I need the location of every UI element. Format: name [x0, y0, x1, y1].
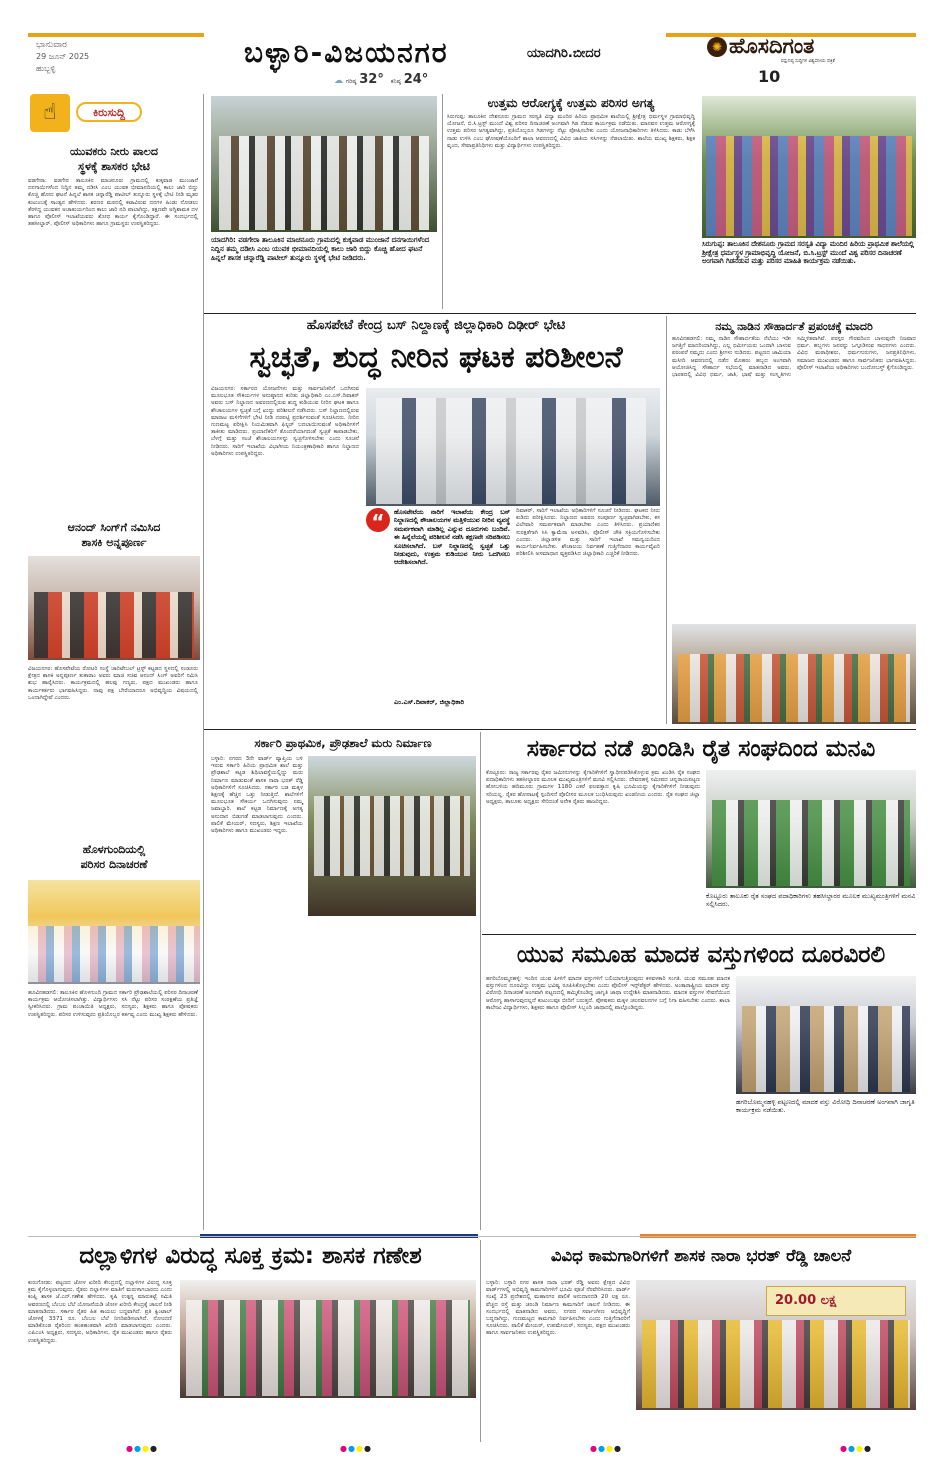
column-divider-5: [480, 1240, 481, 1442]
harmony-story-title: ನಮ್ಮ ನಾಡಿನ ಸೌಹಾರ್ದತೆ ಪ್ರಪಂಚಕ್ಕೆ ಮಾದರಿ: [715, 320, 873, 333]
column-divider-3: [666, 316, 667, 724]
registration-marks-3: ●●●●: [590, 1444, 622, 1453]
middlemen-story-body-cont: [180, 1402, 476, 1440]
masthead-date: 29 ಜೂನ್ 2025: [36, 52, 90, 61]
bus-story-kicker: ಹೊಸಪೇಟೆ ಕೇಂದ್ರ ಬಸ್ ನಿಲ್ದಾಣಕ್ಕೆ ಜಿಲ್ಲಾಧಿಕಾರಿ ದಿಢೀರ್ ಭೇಟಿ: [306, 318, 566, 333]
middlemen-story-body: ಕುರುಗೋಡು: ಪಟ್ಟಣದ ಜೋಳ ಖರೀದಿ ಕೇಂದ್ರದಲ್ಲಿ ದಲ್ಲಾಳಿಗಳ ವಿರುದ್ಧ ಸೂಕ್ತ ಕ್ರಮ ಕೈಗೊಳ್ಳಲಾಗುವುದು, ರೈತರು ದಲ್ಲಾಳಿಗಳ ಮಾತಿಗೆ ಮರುಳಾಗಬಾರದು ಎಂದು ಕಂಪ್ಲಿ ಶಾಸಕ ಜೆ.ಎನ್.ಗಣೇಶ ಹೇಳಿದರು. ಕೃಷಿ ಉತ್ಪನ್ನ ಮಾರುಕಟ್ಟೆ ಸಮಿತಿ ಆವರಣದಲ್ಲಿ ಬೆಂಬಲ ಬೆಲೆ ಯೋಜನೆಯಡಿ ಜೋಳ ಖರೀದಿ ಕೇಂದ್ರಕ್ಕೆ ಚಾಲನೆ ನೀಡಿ ಮಾತನಾಡಿದರು. ಸರ್ಕಾರ ರೈತರ ಹಿತ ಕಾಯಲು ಬದ್ಧವಾಗಿದೆ. ಪ್ರತಿ ಕ್ವಿಂಟಾಲ್ ಜೋಳಕ್ಕೆ 3371 ರೂ. ಬೆಂಬಲ ಬೆಲೆ ನಿಗದಿಪಡಿಸಲಾಗಿದೆ. ನೋಂದಣಿ ಮಾಡಿಕೊಂಡ ರೈತರಿಂದ ಹಂತಹಂತವಾಗಿ ಖರೀದಿ ಮಾಡಲಾಗುವುದು ಎಂದರು. ಎಪಿಎಂಸಿ ಅಧ್ಯಕ್ಷರು, ಸದಸ್ಯರು, ಅಧಿಕಾರಿಗಳು, ರೈತ ಮುಖಂಡರು ಹಾಗೂ ರೈತರು ಉಪಸ್ಥಿತರಿದ್ದರು.: [28, 1280, 174, 1344]
masthead-city: ಹುಬ್ಬಳ್ಳಿ: [36, 64, 56, 73]
cloud-icon: ☁: [334, 76, 343, 86]
brand-name: ಹೊಸದಿಗಂತ: [729, 34, 815, 58]
bus-story-photo: [366, 388, 660, 506]
farmers-story-body: ಕೊಟ್ಟೂರು: ರಾಜ್ಯ ಸರ್ಕಾರವು ರೈತರ ಜಮೀನುಗಳನ್ನು ಕೈಗಾರಿಕೆಗಳಿಗೆ ಸ್ವಾಧೀನಪಡಿಸಿಕೊಳ್ಳುವ ಕ್ರಮ ಖಂಡಿಸಿ ರೈತ ಸಂಘದ ಪದಾಧಿಕಾರಿಗಳು ತಹಸೀಲ್ದಾರರ ಮೂಲಕ ಮುಖ್ಯಮಂತ್ರಿಗಳಿಗೆ ಮನವಿ ಸಲ್ಲಿಸಿದರು. ದೇವನಹಳ್ಳಿ ಸಮೀಪದ ಚನ್ನರಾಯಪಟ್ಟಣ ಹೋಬಳಿಯ ಹದಿಮೂರು ಗ್ರಾಮಗಳ 1180 ಎಕರೆ ಫಲವತ್ತಾದ ಕೃಷಿ ಭೂಮಿಯನ್ನು ಕೈಗಾರಿಕೆಗಳಿಗೆ ನೀಡುವುದು ಸರಿಯಲ್ಲ. ರೈತರ ಹೋರಾಟಕ್ಕೆ ಸ್ಪಂದಿಸದೆ ಪೊಲೀಸರ ಮೂಲಕ ಬಂಧಿಸಿರುವುದು ಖಂಡನೀಯ ಎಂದರು. ರೈತ ಸಂಘದ ಜಿಲ್ಲಾ ಅಧ್ಯಕ್ಷರು, ತಾಲೂಕು ಅಧ್ಯಕ್ಷರು ಸೇರಿದಂತೆ ಅನೇಕ ರೈತರು ಹಾಜರಿದ್ದರು.: [486, 770, 702, 805]
works-story-body: ಬಳ್ಳಾರಿ: ಬಳ್ಳಾರಿ ನಗರ ಶಾಸಕ ನಾರಾ ಭರತ್ ರೆಡ್ಡಿ ಅವರು ಕ್ಷೇತ್ರದ ವಿವಿಧ ವಾರ್ಡ್‌ಗಳಲ್ಲಿ ಅಭಿವೃದ್ಧಿ ಕಾಮಗಾರಿಗಳಿಗೆ ಭೂಮಿ ಪೂಜೆ ನೆರವೇರಿಸಿದರು. ವಾರ್ಡ್ ಸಂಖ್ಯೆ 23 ಪ್ರದೇಶದಲ್ಲಿ ಮಹಾನಗರ ಪಾಲಿಕೆ ಅನುದಾನದಡಿ 20 ಲಕ್ಷ ರೂ. ವೆಚ್ಚದ ರಸ್ತೆ ಮತ್ತು ಚರಂಡಿ ನಿರ್ಮಾಣ ಕಾಮಗಾರಿಗೆ ಚಾಲನೆ ನೀಡಿದರು. ಈ ಸಂದರ್ಭದಲ್ಲಿ ಮಾತನಾಡಿದ ಅವರು, ನಗರದ ಸರ್ವಾಂಗೀಣ ಅಭಿವೃದ್ಧಿಗೆ ಬದ್ಧನಾಗಿದ್ದು, ಗುಣಮಟ್ಟದ ಕಾಮಗಾರಿ ನಿರ್ವಹಿಸಬೇಕು ಎಂದು ಗುತ್ತಿಗೆದಾರರಿಗೆ ಸೂಚಿಸಿದರು. ಪಾಲಿಕೆ ಮೇಯರ್, ಉಪಮೇಯರ್, ಸದಸ್ಯರು, ಪಕ್ಷದ ಮುಖಂಡರು ಹಾಗೂ ಸಾರ್ವಜನಿಕರು ಉಪಸ್ಥಿತರಿದ್ದರು.: [486, 1280, 632, 1337]
story1-title: ಯುವಕರು ನೀರು ಪಾಲದ ಸ್ಥಳಕ್ಕೆ ಶಾಸಕರ ಭೇಟಿ: [69, 145, 159, 173]
masthead-day: ಭಾನುವಾರ: [36, 40, 67, 50]
health-story-caption: ಸಿರುಗುಪ್ಪ: ತಾಲೂಕಿನ ದೇಶನೂರು ಗ್ರಾಮದ ಸರಸ್ವತಿ ವಿದ್ಯಾ ಮಂದಿರ ಹಿರಿಯ ಪ್ರಾಥಮಿಕ ಶಾಲೆಯಲ್ಲಿ ಶ್ರೀಕ್ಷೇತ್ರ ಧರ್ಮಸ್ಥಳ ಗ್ರಾಮಾಭಿವೃದ್ಧಿ ಯೋಜನೆ, ಬಿ.ಸಿ.ಟ್ರಸ್ಟ್ ಮುಂದೆ ವಿಶ್ವ ಪರಿಸರ ದಿನಾಚರಣೆ ಅಂಗವಾಗಿ ಗಿಡನೆಡುವ ಮತ್ತು ಪರಿಸರ ಮಾಹಿತಿ ಕಾರ್ಯಕ್ರಮ ನಡೆಯಿತು.: [702, 240, 914, 266]
temp-max: 32°: [359, 72, 384, 87]
page-number: 10: [758, 67, 781, 86]
harmony-story-body: ಹೂವಿನಹಡಗಲಿ: ನಮ್ಮ ನಾಡಿನ ಸೌಹಾರ್ದತೆಯ ನೆಲೆಯು ಇಡೀ ಜಗತ್ತಿಗೆ ಮಾದರಿಯಾಗಿದ್ದು, ಎಲ್ಲ ಧರ್ಮೀಯರು ಒಂದಾಗಿ ಬಾಳುವ ಪರಂಪರೆ ನಮ್ಮದು ಎಂದು ಶ್ರೀಗಳು ನುಡಿದರು. ಪಟ್ಟಣದ ಜಾಮಿಯಾ ಮಸೀದಿ ಆವರಣದಲ್ಲಿ ನಡೆದ ಮೊಹರಂ ಹಬ್ಬದ ಅಂಗವಾಗಿ ಆಯೋಜಿಸಿದ್ದ ಸೌಹಾರ್ದ ಸಭೆಯಲ್ಲಿ ಮಾತನಾಡಿದ ಅವರು, ಭಾರತದಲ್ಲಿ ವಿವಿಧ ಧರ್ಮ, ಜಾತಿ, ಭಾಷೆ ಮತ್ತು ಸಂಸ್ಕೃತಿಗಳು ಸಮ್ಮಿಳಿತವಾಗಿವೆ. ಪರಸ್ಪರ ಗೌರವದಿಂದ ಬಾಳುವುದೇ ನಿಜವಾದ ಧರ್ಮ. ಹಬ್ಬಗಳು ಜನರನ್ನು ಒಗ್ಗೂಡಿಸುವ ಸಾಧನಗಳು ಎಂದರು. ವಿವಿಧ ಮಠಾಧೀಶರು, ಧರ್ಮಗುರುಗಳು, ಜನಪ್ರತಿನಿಧಿಗಳು, ಸಮಾಜದ ಮುಖಂಡರು ಹಾಗೂ ಸಾರ್ವಜನಿಕರು ಭಾಗವಹಿಸಿದ್ದರು. ಪೊಲೀಸ್ ಇಲಾಖೆಯ ಅಧಿಕಾರಿಗಳು ಬಂದೋಬಸ್ತ್ ಕೈಗೊಂಡಿದ್ದರು.: [672, 336, 918, 379]
quote-icon: “: [366, 508, 390, 532]
story3-title: ಹೊಳಗುಂದಿಯಲ್ಲಿ ಪರಿಸರ ದಿನಾಚರಣೆ: [80, 843, 148, 871]
harmony-story-photo: [672, 624, 916, 724]
edition-title: ಬಳ್ಳಾರಿ-ವಿಜಯನಗರ: [244, 36, 449, 69]
health-story-body: ಸಿರುಗುಪ್ಪ: ತಾಲೂಕಿನ ದೇಶನೂರು ಗ್ರಾಮದ ಸರಸ್ವತಿ ವಿದ್ಯಾ ಮಂದಿರ ಹಿರಿಯ ಪ್ರಾಥಮಿಕ ಶಾಲೆಯಲ್ಲಿ ಶ್ರೀಕ್ಷೇತ್ರ ಧರ್ಮಸ್ಥಳ ಗ್ರಾಮಾಭಿವೃದ್ಧಿ ಯೋಜನೆ, ಬಿ.ಸಿ.ಟ್ರಸ್ಟ್ ಮುಂದೆ ವಿಶ್ವ ಪರಿಸರ ದಿನಾಚರಣೆ ಅಂಗವಾಗಿ ಗಿಡ ನೆಡುವ ಕಾರ್ಯಕ್ರಮ ನಡೆಯಿತು. ಮಾನವನ ಉತ್ತಮ ಆರೋಗ್ಯಕ್ಕೆ ಉತ್ತಮ ಪರಿಸರ ಅಗತ್ಯವಾಗಿದ್ದು, ಪ್ರತಿಯೊಬ್ಬರೂ ಗಿಡಗಳನ್ನು ನೆಟ್ಟು ಪೋಷಿಸಬೇಕು ಎಂದು ಯೋಜನಾಧಿಕಾರಿಗಳು ತಿಳಿಸಿದರು. ಕಾಡು ಬೆಳೆಸಿ ನಾಡು ಉಳಿಸಿ ಎಂಬ ಘೋಷಣೆಯೊಂದಿಗೆ ಶಾಲಾ ಆವರಣದಲ್ಲಿ ವಿವಿಧ ಜಾತಿಯ ಸಸಿಗಳನ್ನು ನೆಡಲಾಯಿತು. ಶಾಲೆಯ ಮುಖ್ಯ ಶಿಕ್ಷಕರು, ಶಿಕ್ಷಕ ವೃಂದ, ಸೇವಾಪ್ರತಿನಿಧಿಗಳು ಮತ್ತು ವಿದ್ಯಾರ್ಥಿಗಳು ಉಪಸ್ಥಿತರಿದ್ದರು.: [447, 114, 697, 149]
masthead-bar-left: [28, 33, 204, 37]
left-column: [28, 94, 200, 1230]
bus-story-body-right: ದಿವಾಕರ್, ಸಾರಿಗೆ ಇಲಾಖೆಯ ಅಧಿಕಾರಿಗಳಿಗೆ ಸೂಚನೆ ನೀಡಿದರು. ಘಟಕದ ನೀರು ಕುಡಿದು ಪರೀಕ್ಷಿಸಿದರು. ನಿಲ್ದಾಣದ ಅವರಣ ಸಂಪೂರ್ಣ ಸ್ವಚ್ಛವಾಗಿಡಬೇಕು, ಕಸ ವಿಲೇವಾರಿ ಸಮರ್ಪಕವಾಗಿ ಮಾಡಬೇಕು ಎಂದು ತಿಳಿಸಿದರು. ಪ್ರಯಾಣಿಕರ ಸುರಕ್ಷತೆಗಾಗಿ ಸಿಸಿ ಕ್ಯಾಮೆರಾ ಅಳವಡಿಸಿ, ಪೊಲೀಸ್ ಚೌಕಿ ಸಕ್ರಿಯಗೊಳಿಸಬೇಕು ಎಂದರು. ಜಿಲ್ಲಾಡಳಿತ ಮತ್ತು ಸಾರಿಗೆ ಇಲಾಖೆ ಸಮನ್ವಯದಿಂದ ಕಾರ್ಯನಿರ್ವಹಿಸಬೇಕು. ಶೌಚಾಲಯ ನಿರ್ವಹಣೆ ಗುತ್ತಿಗೆದಾರರ ಕಾರ್ಯವೈಖರಿ ಪರಿಶೀಲಿಸಿ ಅಸಮಾಧಾನ ವ್ಯಕ್ತಪಡಿಸಿದ ಜಿಲ್ಲಾಧಿಕಾರಿ ಎಚ್ಚರಿಕೆ ನೀಡಿದರು.: [516, 508, 662, 558]
column-divider-4: [480, 732, 481, 1230]
bus-story-quote-box: [366, 508, 513, 714]
drugs-story-body: ಹಗರಿಬೊಮ್ಮನಹಳ್ಳಿ: ಇಂದಿನ ಯುವ ಪೀಳಿಗೆ ಮಾದಕ ವಸ್ತುಗಳಿಗೆ ಬಲಿಯಾಗುತ್ತಿರುವುದು ಕಳವಳಕಾರಿ ಸಂಗತಿ. ಯುವ ಸಮೂಹ ಮಾದಕ ವಸ್ತುಗಳಿಂದ ದೂರವಿದ್ದು ಉತ್ತಮ ಭವಿಷ್ಯ ರೂಪಿಸಿಕೊಳ್ಳಬೇಕು ಎಂದು ಪೊಲೀಸ್ ಇನ್ಸ್‌ಪೆಕ್ಟರ್ ಹೇಳಿದರು. ಅಂತಾರಾಷ್ಟ್ರೀಯ ಮಾದಕ ವಸ್ತು ವಿರೋಧಿ ದಿನಾಚರಣೆ ಅಂಗವಾಗಿ ಪಟ್ಟಣದಲ್ಲಿ ಹಮ್ಮಿಕೊಂಡಿದ್ದ ಜಾಗೃತಿ ಜಾಥಾ ಉದ್ದೇಶಿಸಿ ಮಾತನಾಡಿದರು. ಮಾದಕ ವಸ್ತುಗಳ ಸೇವನೆಯಿಂದ ಆರೋಗ್ಯ ಹಾಳಾಗುವುದಲ್ಲದೆ ಕುಟುಂಬವೂ ಬೀದಿಗೆ ಬರುತ್ತದೆ. ಪೋಷಕರು ಮಕ್ಕಳ ಚಲನವಲನಗಳ ಬಗ್ಗೆ ನಿಗಾ ವಹಿಸಬೇಕು ಎಂದರು. ಶಾಲಾ ಕಾಲೇಜು ವಿದ್ಯಾರ್ಥಿಗಳು, ಶಿಕ್ಷಕರು ಹಾಗೂ ಪೊಲೀಸ್ ಸಿಬ್ಬಂದಿ ಜಾಥಾದಲ್ಲಿ ಪಾಲ್ಗೊಂಡಿದ್ದರು.: [486, 976, 732, 1011]
bus-story-quote: ಹೊಸಪೇಟೆಯ ನಾರಿಗೆ ಇಲಾಖೆಯ ಕೇಂದ್ರ ಬಸ್ ನಿಲ್ದಾಣದಲ್ಲಿ ಶೌಚಾಲಯಗಳ ಮತ್ತಿಳಿಯುವ ನೀರಿನ ವ್ಯವಸ್ಥೆ ಸಮರ್ಪಕವಾಗಿ ಮಾಡಿಲ್ಲ ಎನ್ನುವ ದೂರುಗಳು ಬಂದಿವೆ. ಈ ಹಿನ್ನೆಲೆಯಲ್ಲಿ ಪರಿಶೀಲನೆ ನಡೆಸಿ ತಕ್ಷಣವೇ ಸರಿಪಡಿಸಲು ಸೂಚಿಸಲಾಗಿದೆ. ಬಸ್ ನಿಲ್ದಾಣದಲ್ಲಿ ಸ್ವಚ್ಛತೆ ಒತ್ತು ನೀಡುವುದು, ಉತ್ತಮ ಕುಡಿಯುವ ನೀರು ಒದಗಿಸಲು ಆದೇಶಿಸಲಾಗಿದೆ.: [394, 508, 513, 567]
column-divider-1: [203, 94, 204, 1230]
bus-story-headline: ಸ್ವಚ್ಛತೆ, ಶುದ್ಧ ನೀರಿನ ಘಟಕ ಪರಿಶೀಲನೆ: [249, 340, 623, 375]
school-story-body: ಬಳ್ಳಾರಿ: ನಗರದ 3ನೇ ವಾರ್ಡ್ ವ್ಯಾಪ್ತಿಯ ಬಳಿ ಇರುವ ಸರ್ಕಾರಿ ಹಿರಿಯ ಪ್ರಾಥಮಿಕ ಶಾಲೆ ಮತ್ತು ಪ್ರೌಢಶಾಲೆ ಕಟ್ಟಡ ಶಿಥಿಲಾವಸ್ಥೆಯಲ್ಲಿದ್ದು ಮರು ನಿರ್ಮಾಣ ಮಾಡುವಂತೆ ಶಾಸಕ ನಾರಾ ಭರತ್ ರೆಡ್ಡಿ ಅಧಿಕಾರಿಗಳಿಗೆ ಸೂಚಿಸಿದರು. ಸರ್ಕಾರ ಬಡ ಮಕ್ಕಳ ಶಿಕ್ಷಣಕ್ಕೆ ಹೆಚ್ಚಿನ ಒತ್ತು ನೀಡುತ್ತಿದೆ. ಶಾಲೆಗಳಿಗೆ ಮೂಲಭೂತ ಸೌಕರ್ಯ ಒದಗಿಸುವುದು ನಮ್ಮ ಜವಾಬ್ದಾರಿ. ಶಾಲೆ ಕಟ್ಟಡ ನಿರ್ಮಾಣಕ್ಕೆ ಅಗತ್ಯ ಅನುದಾನ ಬಿಡುಗಡೆ ಮಾಡಲಾಗುವುದು ಎಂದರು. ಪಾಲಿಕೆ ಮೇಯರ್, ಸದಸ್ಯರು, ಶಿಕ್ಷಣ ಇಲಾಖೆಯ ಅಧಿಕಾರಿಗಳು ಹಾಗೂ ಮುಖಂಡರು ಇದ್ದರು.: [211, 756, 305, 835]
works-banner-text: 20.00 ಲಕ್ಷ: [775, 1293, 837, 1308]
bottom-rule: [28, 1236, 916, 1237]
temp-min-label: ಕನಿಷ್ಠ: [390, 78, 401, 85]
top-photo-caption: ಯಾದಗಿರಿ: ವಡಗೇರಾ ತಾಲೂಕಿನ ಮಾಚನೂರು ಗ್ರಾಮದಲ್ಲಿ ಕುಕ್ಕವಾಡ ಮುಂಜಾನೆ ದನಗಾಯಿಗಳೆಂದ ನಿದ್ದಿನ ತಮ್ಮ ದಡೀಸಿ ಎಂಬ ಯುವಕ ಭೀಮಾನದಿಯಲ್ಲಿ ಕಾಲು ಜಾರಿ ಬಿದ್ದು ಕೊಚ್ಚಿ ಹೋದ ಘಟನೆ ಹಿನ್ನಲೆ ಶಾಸಕ ಚನ್ನಾರೆಡ್ಡಿ ಪಾಟೀಲ್ ತುನ್ನೂರು ಸ್ಥಳಕ್ಕೆ ಭೇಟಿ ನೀಡಿದರು.: [211, 236, 430, 262]
temp-min: 24°: [403, 72, 429, 87]
top-row-rule: [204, 313, 916, 314]
masthead: [0, 0, 945, 87]
story2-body: ವಿಜಯನಗರ: ಹೊಸಪೇಟೆಯ ರೋಟರಿ ಸಂಸ್ಥೆ ಚಾರಿಟೇಬಲ್ ಟ್ರಸ್ಟ್ ಕಟ್ಟಡದ ಸ್ಥಳದಲ್ಲಿ ಸಂಡೂರು ಕ್ಷೇತ್ರದ ಶಾಸಕಿ ಅನ್ನಪೂರ್ಣ ತುಕಾರಾಂ ಅವರು ಮಾಜಿ ಸಚಿವ ಆನಂದ್ ಸಿಂಗ್ ಅವರಿಗೆ ನಮಿಸಿ ಶುಭ ಹಾರೈಸಿದರು. ಕಾರ್ಯಕ್ರಮದಲ್ಲಿ ಹಲವು ಗಣ್ಯರು, ಪಕ್ಷದ ಮುಖಂಡರು ಹಾಗೂ ಕಾರ್ಯಕರ್ತರು ಭಾಗವಹಿಸಿದ್ದರು. ನಾವು ಪಕ್ಷ ಬೇರೆಯಾದರೂ ಅಭಿವೃದ್ಧಿಯ ವಿಷಯದಲ್ಲಿ ಒಂದಾಗಿದ್ದೇವೆ ಎಂದರು.: [28, 666, 200, 701]
story1-body: ವಡಗೇರಾ: ವಡಗೇರ ತಾಲೂಕಿನ ಮಾಚನೂರು ಗ್ರಾಮದಲ್ಲಿ ಕುಕ್ಕವಾಡ ಮುಂಜಾನೆ ದನಗಾಯಿಗಳೆಂದ ನಿದ್ದಿನ ತಮ್ಮ ದಡೀಸಿ ಎಂಬ ಯುವಕ ಭೀಮಾನದಿಯಲ್ಲಿ ಕಾಲು ಜಾರಿ ಬಿದ್ದು ಕೊಚ್ಚಿ ಹೋದ ಘಟನೆ ಹಿನ್ನಲೆ ಶಾಸಕ ಚನ್ನಾರೆಡ್ಡಿ ಪಾಟೀಲ್ ತುನ್ನೂರು ಸ್ಥಳಕ್ಕೆ ಭೇಟಿ ನೀಡಿ ಮೃತರ ಕುಟುಂಬಕ್ಕೆ ಸಾಂತ್ವನ ಹೇಳಿದರು. ಶರಣರ ಮಠದಲ್ಲಿ ಕಟಾವಿರುವ ದನಗಳ ಹಿಂಡು ನೋಡಲು ತೆರಳಿದ್ದ ಯುವಕನ ಅಚಾತುರ್ಯದಿಂದ ಕಾಲು ಜಾರಿ ನದಿ ಪಾಲಾಗಿದ್ದು, ತಕ್ಷಣವೇ ಅಗ್ನಿಶಾಮಕ ದಳ ಹಾಗೂ ಪೊಲೀಸ್ ಇಲಾಖೆಯವರು ಶೋಧ ಕಾರ್ಯ ಕೈಗೊಂಡಿದ್ದಾರೆ. ಈ ಸಂದರ್ಭದಲ್ಲಿ ತಹಸೀಲ್ದಾರ್, ಪೊಲೀಸ್ ಅಧಿಕಾರಿಗಳು ಹಾಗೂ ಗ್ರಾಮಸ್ಥರು ಉಪಸ್ಥಿತರಿದ್ದರು.: [28, 178, 200, 228]
edition-subtitle: ಯಾದಗಿರಿ.ಬೀದರ: [527, 46, 601, 61]
drugs-story-title: ಯುವ ಸಮೂಹ ಮಾದಕ ವಸ್ತುಗಳಿಂದ ದೂರವಿರಲಿ: [516, 942, 886, 968]
registration-marks-2: ●●●●: [340, 1444, 372, 1453]
middlemen-story-photo: [180, 1280, 476, 1398]
works-story-photo: [636, 1280, 916, 1410]
kirusuddi-label: ಕಿರುಸುದ್ದಿ: [76, 102, 142, 122]
school-story-title: ಸರ್ಕಾರಿ ಪ್ರಾಥಮಿಕ, ಪ್ರೌಢಶಾಲೆ ಮರು ನಿರ್ಮಾಣ: [254, 736, 432, 750]
works-story-title: ವಿವಿಧ ಕಾಮಗಾರಿಗಳಿಗೆ ಶಾಸಕ ನಾರಾ ಭರತ್ ರೆಡ್ಡಿ ಚಾಲನೆ: [550, 1246, 852, 1265]
mid-row-rule: [204, 729, 916, 730]
registration-marks-4: ●●●●: [840, 1444, 872, 1453]
story3-photo: [28, 880, 200, 984]
brand-logo: [707, 36, 893, 62]
bus-story-quote-author: ಎಂ.ಎಸ್.ದಿವಾಕರ್, ಜಿಲ್ಲಾಧಿಕಾರಿ: [394, 698, 465, 706]
works-banner: [766, 1286, 906, 1316]
school-story-body-cont: [308, 920, 476, 1230]
brand-tagline: ವಸ್ತುನಿಷ್ಠ ಸುದ್ದಿಗಳ ವಿಶ್ವಸನೀಯ ಪತ್ರಿಕೆ: [781, 59, 835, 64]
farmers-rule: [482, 934, 916, 935]
middlemen-story-title: ದಲ್ಲಾಳಿಗಳ ವಿರುದ್ಧ ಸೂಕ್ತ ಕ್ರಮ: ಶಾಸಕ ಗಣೇಶ: [79, 1243, 422, 1269]
kirusuddi-box: [28, 94, 200, 132]
temp-max-label: ಗರಿಷ್ಠ: [345, 78, 357, 85]
registration-marks: ●●●●: [126, 1444, 158, 1453]
health-story-title: ಉತ್ತಮ ಆರೋಗ್ಯಕ್ಕೆ ಉತ್ತಮ ಪರಿಸರ ಅಗತ್ಯ: [487, 96, 655, 110]
drugs-story-caption: ಹಗರಿಬೊಮ್ಮನಹಳ್ಳಿ ಪಟ್ಟಣದಲ್ಲಿ ಮಾದಕ ವಸ್ತು ವಿರೋಧಿ ದಿನಾಚರಣೆ ಅಂಗವಾಗಿ ಜಾಗೃತಿ ಕಾರ್ಯಕ್ರಮ ನಡೆಯಿತು.: [736, 1098, 915, 1115]
weather: [334, 72, 428, 87]
school-story-photo: [308, 756, 476, 916]
health-story-photo: [702, 96, 916, 238]
hand-icon: ☝: [30, 94, 70, 132]
top-photo-yadgir: [211, 96, 437, 232]
farmers-story-caption: ಕೊಟ್ಟೂರು ತಾಲೂಕು ರೈತ ಸಂಘದ ಪದಾಧಿಕಾರಿಗಳು ತಹಸೀಲ್ದಾರರ ಮೂಲಕ ಮುಖ್ಯಮಂತ್ರಿಗಳಿಗೆ ಮನವಿ ಸಲ್ಲಿಸಿದರು.: [706, 892, 916, 909]
column-divider-2: [442, 94, 443, 309]
story3-body: ಹೂವಿನಹಡಗಲಿ: ತಾಲೂಕಿನ ಹೊಳಗುಂದಿ ಗ್ರಾಮದ ಸರ್ಕಾರಿ ಪ್ರೌಢಶಾಲೆಯಲ್ಲಿ ಪರಿಸರ ದಿನಾಚರಣೆ ಕಾರ್ಯಕ್ರಮ ಆಯೋಜಿಸಲಾಗಿತ್ತು. ವಿದ್ಯಾರ್ಥಿಗಳು ಸಸಿ ನೆಟ್ಟು ಪರಿಸರ ಸಂರಕ್ಷಣೆಯ ಪ್ರತಿಜ್ಞೆ ಸ್ವೀಕರಿಸಿದರು. ಗ್ರಾಮ ಪಂಚಾಯಿತಿ ಅಧ್ಯಕ್ಷರು, ಸದಸ್ಯರು, ಶಿಕ್ಷಕರು ಹಾಗೂ ಪೋಷಕರು ಉಪಸ್ಥಿತರಿದ್ದರು. ಪರಿಸರ ಉಳಿಸುವುದು ಪ್ರತಿಯೊಬ್ಬರ ಕರ್ತವ್ಯ ಎಂದು ಮುಖ್ಯ ಶಿಕ್ಷಕರು ಹೇಳಿದರು.: [28, 990, 200, 1018]
drugs-story-photo: [736, 976, 916, 1094]
farmers-story-title: ಸರ್ಕಾರದ ನಡೆ ಖಂಡಿಸಿ ರೈತ ಸಂಘದಿಂದ ಮನವಿ: [526, 736, 876, 762]
story2-title: ಆನಂದ್ ಸಿಂಗ್‌ಗೆ ನಮಿಸಿದ ಶಾಸಕಿ ಅನ್ನಪೂರ್ಣ: [67, 521, 161, 549]
story2-photo: [28, 556, 200, 660]
farmers-story-photo: [706, 770, 916, 888]
lamp-icon: ✺: [707, 37, 727, 57]
bus-story-body-left: ವಿಜಯನಗರ: ಸರ್ಕಾರದ ಯೋಜನೆಗಳು ಮತ್ತು ಸಾರ್ವಜನಿಕರಿಗೆ ಒದಗಿಸುವ ಮೂಲಭೂತ ಸೌಕರ್ಯಗಳ ಅನುಷ್ಠಾನದ ಕುರಿತು ಜಿಲ್ಲಾಧಿಕಾರಿ ಎಂ.ಎಸ್.ದಿವಾಕರ್ ಅವರು ಬಸ್ ನಿಲ್ದಾಣದ ಅವರಣದಲ್ಲಿರುವ ಶುದ್ಧ ಕುಡಿಯುವ ನೀರಿನ ಘಟಕ ಹಾಗೂ ಶೌಚಾಲಯಗಳ ಸ್ವಚ್ಛತೆ ಬಗ್ಗೆ ಖುದ್ದು ಪರಿಶೀಲನೆ ನಡೆಸಿದರು. ಬಸ್ ನಿಲ್ದಾಣದಲ್ಲಿರುವ ಮಾರಾಟ ಮಳಿಗೆಗಳಿಗೆ ಭೇಟಿ ನೀಡಿ ದರಪಟ್ಟಿ ಪ್ರದರ್ಶಿಸುವಂತೆ ಸೂಚಿಸಿದರು. ನೀರಿನ ಗುಣಮಟ್ಟ ಪರೀಕ್ಷಿಸಿ ನಿಯಮಿತವಾಗಿ ಫಿಲ್ಟರ್ ಬದಲಾಯಿಸುವಂತೆ ಅಧಿಕಾರಿಗಳಿಗೆ ತಾಕೀತು ಮಾಡಿದರು. ಪ್ರಯಾಣಿಕರಿಗೆ ತೊಂದರೆಯಾಗದಂತೆ ಸ್ವಚ್ಛತೆ ಕಾಪಾಡಬೇಕು, ಬೆಳಗ್ಗೆ ಮತ್ತು ಸಂಜೆ ಶೌಚಾಲಯಗಳನ್ನು ಸ್ವಚ್ಛಗೊಳಿಸಬೇಕು ಎಂದು ಸೂಚನೆ ನೀಡಿದರು. ಸಾರಿಗೆ ಇಲಾಖೆಯ ವಿಭಾಗೀಯ ನಿಯಂತ್ರಣಾಧಿಕಾರಿ ಹಾಗೂ ನಿಲ್ದಾಣದ ಅಧಿಕಾರಿಗಳು ಉಪಸ್ಥಿತರಿದ್ದರು.: [211, 386, 361, 457]
